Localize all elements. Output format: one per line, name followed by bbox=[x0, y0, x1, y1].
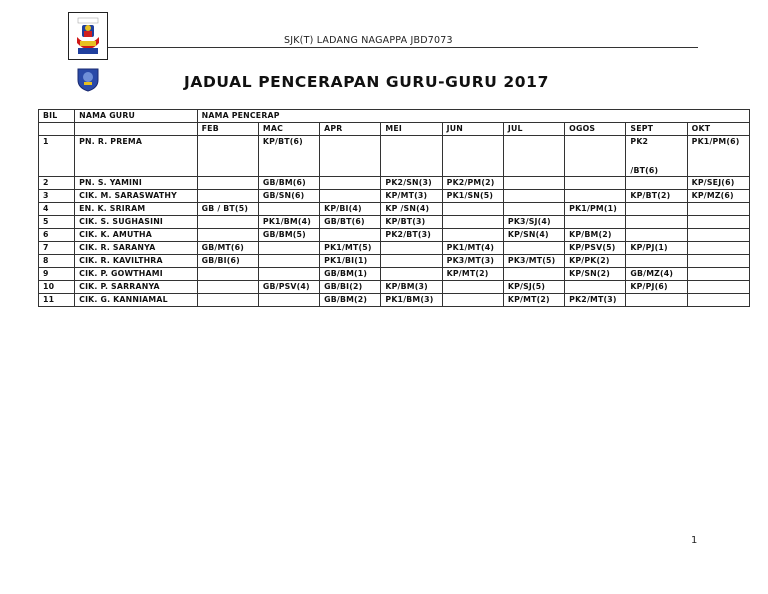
header-nama-guru: NAMA GURU bbox=[75, 110, 198, 123]
cell: GB/MT(6) bbox=[197, 242, 258, 255]
cell: KP/MT(2) bbox=[442, 268, 503, 281]
cell bbox=[626, 216, 687, 229]
cell: PK3/SJ(4) bbox=[503, 216, 564, 229]
cell-bil: 5 bbox=[39, 216, 75, 229]
cell: PK1/BI(1) bbox=[320, 255, 381, 268]
school-name: SJK(T) LADANG NAGAPPA JBD7073 bbox=[284, 35, 453, 46]
cell bbox=[197, 294, 258, 307]
cell bbox=[381, 242, 442, 255]
cell bbox=[565, 216, 626, 229]
cell: PK1/MT(5) bbox=[320, 242, 381, 255]
cell bbox=[503, 190, 564, 203]
cell bbox=[687, 216, 749, 229]
cell: KP/PJ(1) bbox=[626, 242, 687, 255]
cell-nama: CIK. G. KANNIAMAL bbox=[75, 294, 198, 307]
month-header: OGOS bbox=[565, 123, 626, 136]
cell: KP/BT(2) bbox=[626, 190, 687, 203]
cell-bil: 8 bbox=[39, 255, 75, 268]
cell: PK2/PM(2) bbox=[442, 177, 503, 190]
month-header: MEI bbox=[381, 123, 442, 136]
cell bbox=[258, 255, 319, 268]
cell bbox=[258, 294, 319, 307]
cell: GB/BM(5) bbox=[258, 229, 319, 242]
cell: KP /SN(4) bbox=[381, 203, 442, 216]
cell-bil: 4 bbox=[39, 203, 75, 216]
table-row bbox=[39, 294, 750, 307]
table-row bbox=[39, 216, 750, 229]
cell bbox=[197, 229, 258, 242]
cell: GB/BM(6) bbox=[258, 177, 319, 190]
cell bbox=[197, 190, 258, 203]
cell: KP/SJ(5) bbox=[503, 281, 564, 294]
cell bbox=[320, 136, 381, 177]
cell-nama: CIK. M. SARASWATHY bbox=[75, 190, 198, 203]
cell: KP/BT(3) bbox=[381, 216, 442, 229]
cell bbox=[503, 177, 564, 190]
cell-nama: CIK. R. SARANYA bbox=[75, 242, 198, 255]
cell bbox=[381, 136, 442, 177]
cell: GB/BI(2) bbox=[320, 281, 381, 294]
cell-bil: 11 bbox=[39, 294, 75, 307]
table-header-row bbox=[39, 110, 750, 123]
cell: PK3/MT(5) bbox=[503, 255, 564, 268]
cell bbox=[258, 268, 319, 281]
month-header: FEB bbox=[197, 123, 258, 136]
cell bbox=[503, 268, 564, 281]
month-header: MAC bbox=[258, 123, 319, 136]
page-title: JADUAL PENCERAPAN GURU-GURU 2017 bbox=[184, 73, 549, 91]
cell bbox=[687, 242, 749, 255]
cell-bil: 3 bbox=[39, 190, 75, 203]
table-row bbox=[39, 281, 750, 294]
cell bbox=[687, 294, 749, 307]
cell-nama: CIK. P. GOWTHAMI bbox=[75, 268, 198, 281]
cell-nama: CIK. K. AMUTHA bbox=[75, 229, 198, 242]
school-crest-icon bbox=[68, 12, 108, 60]
cell bbox=[503, 242, 564, 255]
cell: KP/BI(4) bbox=[320, 203, 381, 216]
month-header: APR bbox=[320, 123, 381, 136]
cell bbox=[442, 294, 503, 307]
header-nama-pencerap: NAMA PENCERAP bbox=[197, 110, 749, 123]
cell bbox=[626, 203, 687, 216]
table-row bbox=[39, 229, 750, 242]
cell bbox=[442, 136, 503, 177]
cell: PK1/BM(4) bbox=[258, 216, 319, 229]
cell-bil: 2 bbox=[39, 177, 75, 190]
cell bbox=[381, 255, 442, 268]
table-row bbox=[39, 268, 750, 281]
cell bbox=[626, 229, 687, 242]
cell bbox=[197, 281, 258, 294]
cell bbox=[626, 255, 687, 268]
cell: GB/MZ(4) bbox=[626, 268, 687, 281]
cell: GB/BT(6) bbox=[320, 216, 381, 229]
table-row bbox=[39, 203, 750, 216]
cell bbox=[687, 281, 749, 294]
month-header: SEPT bbox=[626, 123, 687, 136]
cell: KP/BM(2) bbox=[565, 229, 626, 242]
cell: KP/PK(2) bbox=[565, 255, 626, 268]
table-row bbox=[39, 177, 750, 190]
cell-nama: CIK. R. KAVILTHRA bbox=[75, 255, 198, 268]
cell bbox=[197, 268, 258, 281]
cell-sept-top: PK2 bbox=[630, 137, 649, 146]
cell-nama: EN. K. SRIRAM bbox=[75, 203, 198, 216]
cell: KP/PJ(6) bbox=[626, 281, 687, 294]
cell-nama: PN. S. YAMINI bbox=[75, 177, 198, 190]
cell: GB/BI(6) bbox=[197, 255, 258, 268]
cell bbox=[320, 229, 381, 242]
cell bbox=[687, 255, 749, 268]
page-number: 1 bbox=[691, 535, 698, 546]
cell bbox=[626, 177, 687, 190]
cell: KP/SEJ(6) bbox=[687, 177, 749, 190]
cell: KP/MT(2) bbox=[503, 294, 564, 307]
header-divider bbox=[108, 47, 698, 48]
cell bbox=[197, 136, 258, 177]
cell bbox=[687, 268, 749, 281]
school-badge-icon bbox=[74, 66, 102, 92]
cell bbox=[503, 136, 564, 177]
cell: GB/BM(2) bbox=[320, 294, 381, 307]
cell: GB/SN(6) bbox=[258, 190, 319, 203]
cell bbox=[197, 216, 258, 229]
cell-nama: PN. R. PREMA bbox=[75, 136, 198, 177]
cell: PK2/SN(3) bbox=[381, 177, 442, 190]
observation-schedule-table bbox=[38, 109, 750, 307]
cell: PK3/MT(3) bbox=[442, 255, 503, 268]
cell-nama: CIK. P. SARRANYA bbox=[75, 281, 198, 294]
cell bbox=[258, 242, 319, 255]
cell: PK1/MT(4) bbox=[442, 242, 503, 255]
cell: KP/PSV(5) bbox=[565, 242, 626, 255]
cell: PK1/SN(5) bbox=[442, 190, 503, 203]
cell bbox=[442, 203, 503, 216]
cell bbox=[687, 229, 749, 242]
cell: PK2/BT(3) bbox=[381, 229, 442, 242]
cell bbox=[565, 190, 626, 203]
table-row bbox=[39, 242, 750, 255]
cell: KP/SN(4) bbox=[503, 229, 564, 242]
cell bbox=[442, 229, 503, 242]
cell: PK2/MT(3) bbox=[565, 294, 626, 307]
table-month-row bbox=[39, 123, 750, 136]
cell bbox=[565, 136, 626, 177]
cell-bil: 1 bbox=[39, 136, 75, 177]
cell-bil: 6 bbox=[39, 229, 75, 242]
cell bbox=[320, 177, 381, 190]
cell: KP/BT(6) bbox=[258, 136, 319, 177]
cell bbox=[197, 177, 258, 190]
cell: PK1/BM(3) bbox=[381, 294, 442, 307]
header-empty bbox=[75, 123, 198, 136]
cell: KP/SN(2) bbox=[565, 268, 626, 281]
header-bil: BIL bbox=[39, 110, 75, 123]
cell-nama: CIK. S. SUGHASINI bbox=[75, 216, 198, 229]
cell: KP/BM(3) bbox=[381, 281, 442, 294]
cell: GB/BM(1) bbox=[320, 268, 381, 281]
cell: PK1/PM(6) bbox=[687, 136, 749, 177]
cell-bil: 9 bbox=[39, 268, 75, 281]
cell: KP/MT(3) bbox=[381, 190, 442, 203]
table-row bbox=[39, 190, 750, 203]
table-row bbox=[39, 136, 750, 177]
cell bbox=[565, 281, 626, 294]
cell: KP/MZ(6) bbox=[687, 190, 749, 203]
month-header: JUN bbox=[442, 123, 503, 136]
cell-bil: 7 bbox=[39, 242, 75, 255]
cell bbox=[442, 216, 503, 229]
cell: PK1/PM(1) bbox=[565, 203, 626, 216]
cell bbox=[565, 177, 626, 190]
cell bbox=[258, 203, 319, 216]
cell-sept-bottom: /BT(6) bbox=[630, 166, 659, 175]
month-header: OKT bbox=[687, 123, 749, 136]
month-header: JUL bbox=[503, 123, 564, 136]
cell bbox=[442, 281, 503, 294]
table-row bbox=[39, 255, 750, 268]
cell bbox=[381, 268, 442, 281]
cell: GB/PSV(4) bbox=[258, 281, 319, 294]
cell bbox=[503, 203, 564, 216]
cell bbox=[626, 294, 687, 307]
header-empty bbox=[39, 123, 75, 136]
cell bbox=[320, 190, 381, 203]
cell-sept-split bbox=[626, 136, 687, 177]
cell: GB / BT(5) bbox=[197, 203, 258, 216]
cell bbox=[687, 203, 749, 216]
cell-bil: 10 bbox=[39, 281, 75, 294]
